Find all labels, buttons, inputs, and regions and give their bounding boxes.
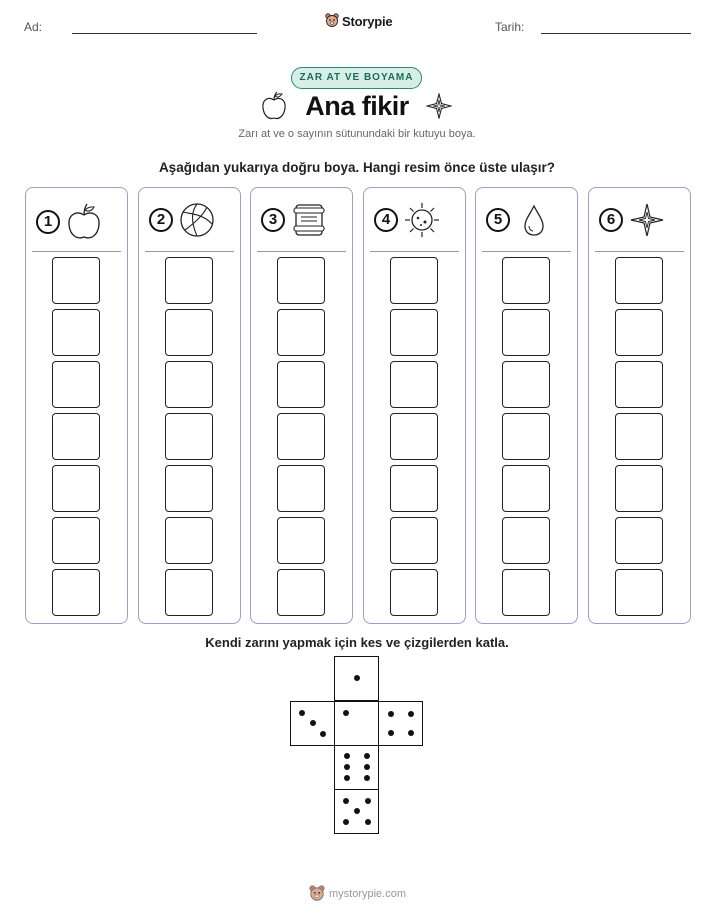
color-box[interactable]: [277, 361, 325, 408]
pip: [343, 798, 349, 804]
color-box[interactable]: [615, 309, 663, 356]
column-2: [138, 187, 241, 624]
color-box[interactable]: [277, 517, 325, 564]
color-box[interactable]: [52, 257, 100, 304]
pip: [365, 819, 371, 825]
color-box[interactable]: [390, 309, 438, 356]
color-box[interactable]: [277, 257, 325, 304]
footer-url[interactable]: mystorypie.com: [329, 888, 407, 900]
pip: [388, 711, 394, 717]
color-box[interactable]: [52, 309, 100, 356]
color-box[interactable]: [390, 517, 438, 564]
color-box[interactable]: [165, 257, 213, 304]
volleyball-icon: [179, 202, 215, 238]
color-box[interactable]: [502, 569, 550, 616]
die-face-3: [290, 701, 335, 746]
pip: [344, 775, 350, 781]
footer: [309, 885, 406, 903]
instruction: Aşağıdan yukarıya doğru boya. Hangi resim önce üste ulaşır?: [158, 160, 556, 175]
color-box[interactable]: [52, 569, 100, 616]
color-box[interactable]: [615, 413, 663, 460]
color-box[interactable]: [52, 413, 100, 460]
color-box[interactable]: [165, 569, 213, 616]
color-box[interactable]: [502, 309, 550, 356]
color-box[interactable]: [52, 517, 100, 564]
column-divider: [370, 251, 459, 252]
name-line: [72, 33, 257, 34]
drop-icon: [516, 202, 552, 238]
pip: [344, 753, 350, 759]
column-1: [25, 187, 128, 624]
color-box[interactable]: [615, 257, 663, 304]
color-box[interactable]: [165, 309, 213, 356]
color-box[interactable]: [165, 361, 213, 408]
column-6: [588, 187, 691, 624]
color-box[interactable]: [502, 257, 550, 304]
color-box[interactable]: [52, 465, 100, 512]
sparkle-icon: [426, 93, 452, 124]
column-number: 3: [261, 208, 285, 232]
pip: [408, 711, 414, 717]
color-box[interactable]: [615, 361, 663, 408]
cut-instruction: Kendi zarını yapmak için kes ve çizgilerden katla.: [205, 635, 509, 650]
column-number: 4: [374, 208, 398, 232]
color-box[interactable]: [390, 257, 438, 304]
date-line: [541, 33, 691, 34]
pip: [364, 775, 370, 781]
activity-badge: ZAR AT VE BOYAMA: [291, 67, 422, 89]
pip: [310, 720, 316, 726]
color-box[interactable]: [390, 465, 438, 512]
color-box[interactable]: [615, 517, 663, 564]
sparkle-icon: [629, 202, 665, 238]
pip: [299, 710, 305, 716]
color-box[interactable]: [52, 361, 100, 408]
bear-mascot-icon: [325, 13, 339, 29]
column-number: 6: [599, 208, 623, 232]
pip: [343, 710, 349, 716]
pip: [408, 730, 414, 736]
column-divider: [145, 251, 234, 252]
color-box[interactable]: [615, 569, 663, 616]
color-box[interactable]: [390, 569, 438, 616]
color-box[interactable]: [277, 569, 325, 616]
pip: [344, 764, 350, 770]
color-box[interactable]: [615, 465, 663, 512]
die-face-5: [334, 789, 379, 834]
column-4: [363, 187, 466, 624]
column-number: 2: [149, 208, 173, 232]
pip: [365, 798, 371, 804]
column-5: [475, 187, 578, 624]
column-divider: [482, 251, 571, 252]
color-box[interactable]: [277, 309, 325, 356]
pip: [364, 764, 370, 770]
brand-name: Storypie: [342, 13, 393, 29]
color-box[interactable]: [502, 517, 550, 564]
page-title: Ana fikir: [305, 91, 409, 121]
color-box[interactable]: [277, 465, 325, 512]
column-number: 5: [486, 208, 510, 232]
pip: [320, 731, 326, 737]
color-box[interactable]: [502, 361, 550, 408]
die-face-6: [334, 745, 379, 790]
color-box[interactable]: [165, 517, 213, 564]
die-face-4: [378, 701, 423, 746]
storypie-logo: [325, 13, 392, 29]
color-box[interactable]: [277, 413, 325, 460]
sun-icon: [404, 202, 440, 238]
column-divider: [257, 251, 346, 252]
name-label: Ad:: [24, 20, 43, 34]
scroll-icon: [291, 202, 327, 238]
column-divider: [32, 251, 121, 252]
pip: [354, 808, 360, 814]
column-divider: [595, 251, 684, 252]
date-label: Tarih:: [495, 20, 525, 34]
pip: [364, 753, 370, 759]
color-box[interactable]: [390, 361, 438, 408]
column-number: 1: [36, 210, 60, 234]
pip: [388, 730, 394, 736]
die-face-1: [334, 656, 379, 701]
color-box[interactable]: [165, 465, 213, 512]
bear-mascot-icon: [309, 885, 325, 903]
die-face-1: [334, 701, 379, 746]
color-box[interactable]: [502, 465, 550, 512]
pip: [354, 675, 360, 681]
color-box[interactable]: [502, 413, 550, 460]
color-box[interactable]: [390, 413, 438, 460]
pip: [343, 819, 349, 825]
color-box[interactable]: [165, 413, 213, 460]
apple-icon: [66, 202, 102, 242]
subtitle: Zarı at ve o sayının sütunundaki bir kutuyu boya.: [238, 128, 476, 140]
column-3: [250, 187, 353, 624]
